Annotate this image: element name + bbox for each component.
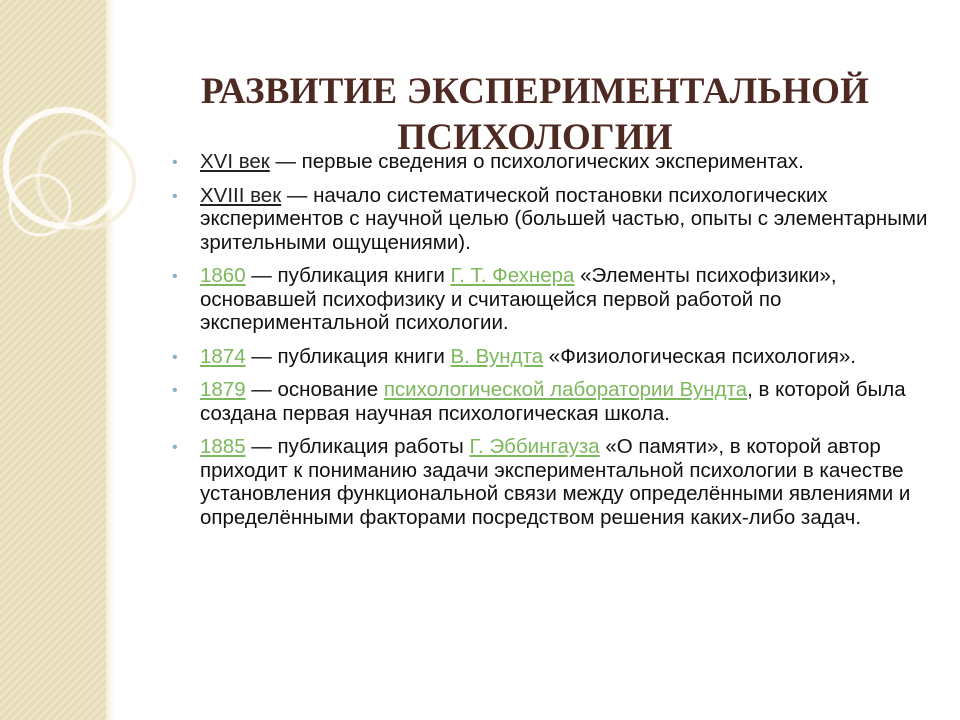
list-item: [172, 378, 932, 425]
year-link-1879[interactable]: 1879: [200, 378, 246, 401]
list-item: [172, 345, 932, 369]
bullet-icon: •: [172, 439, 178, 456]
timeline-list: [172, 150, 932, 539]
bullet-icon: •: [172, 348, 178, 366]
bullet-icon: •: [172, 382, 178, 399]
list-item: [172, 150, 932, 174]
year-link-1885[interactable]: 1885: [200, 435, 246, 458]
century-link-xvi[interactable]: XVI век: [200, 150, 270, 173]
item-text: «Физиологическая психология».: [543, 344, 857, 368]
author-link-wundt[interactable]: В. Вундта: [450, 344, 544, 368]
item-text: — начало систематической постановки психологических экспериментов с научной целью (большей частью, опыты с элементарными зрительными ощущениями).: [200, 183, 928, 254]
list-item: [172, 435, 932, 529]
year-link-1874[interactable]: 1874: [200, 344, 246, 368]
item-text: — первые сведения о психологических экспериментах.: [269, 150, 804, 173]
author-link-fechner[interactable]: Г. Т. Фехнера: [450, 264, 575, 287]
title-line-1: РАЗВИТИЕ ЭКСПЕРИМЕНТАЛЬНОЙ: [200, 70, 870, 112]
list-item: [172, 264, 932, 335]
item-text: «Элементы психофизики», основавшей психофизику и считающейся первой работой по экспериментальной психологии.: [200, 264, 837, 334]
century-link-xviii[interactable]: XVIII век: [200, 183, 282, 207]
slide-title: [140, 69, 930, 161]
lab-link-wundt[interactable]: психологической лаборатории Вундта: [383, 378, 748, 401]
item-text: «О памяти», в которой автор приходит к пониманию задачи экспериментальной психологии в качестве установления функциональной связи между определёнными явлениями и определёнными факторами посредством решения каких-либо задач.: [200, 435, 911, 529]
year-link-1860[interactable]: 1860: [200, 264, 246, 287]
author-link-ebbinghaus[interactable]: Г. Эббингауза: [469, 435, 600, 458]
item-text: — публикация книги: [245, 344, 451, 368]
item-text: — основание: [245, 378, 384, 401]
bullet-icon: •: [172, 154, 178, 171]
title-line-2: ПСИХОЛОГИИ: [397, 116, 673, 158]
item-text: — публикация работы: [245, 435, 470, 458]
item-text: , в которой была создана первая научная психологическая школа.: [200, 378, 906, 425]
item-text: — публикация книги: [245, 264, 451, 287]
list-item: [172, 184, 932, 255]
bullet-icon: •: [172, 268, 178, 285]
bullet-icon: •: [172, 187, 178, 205]
